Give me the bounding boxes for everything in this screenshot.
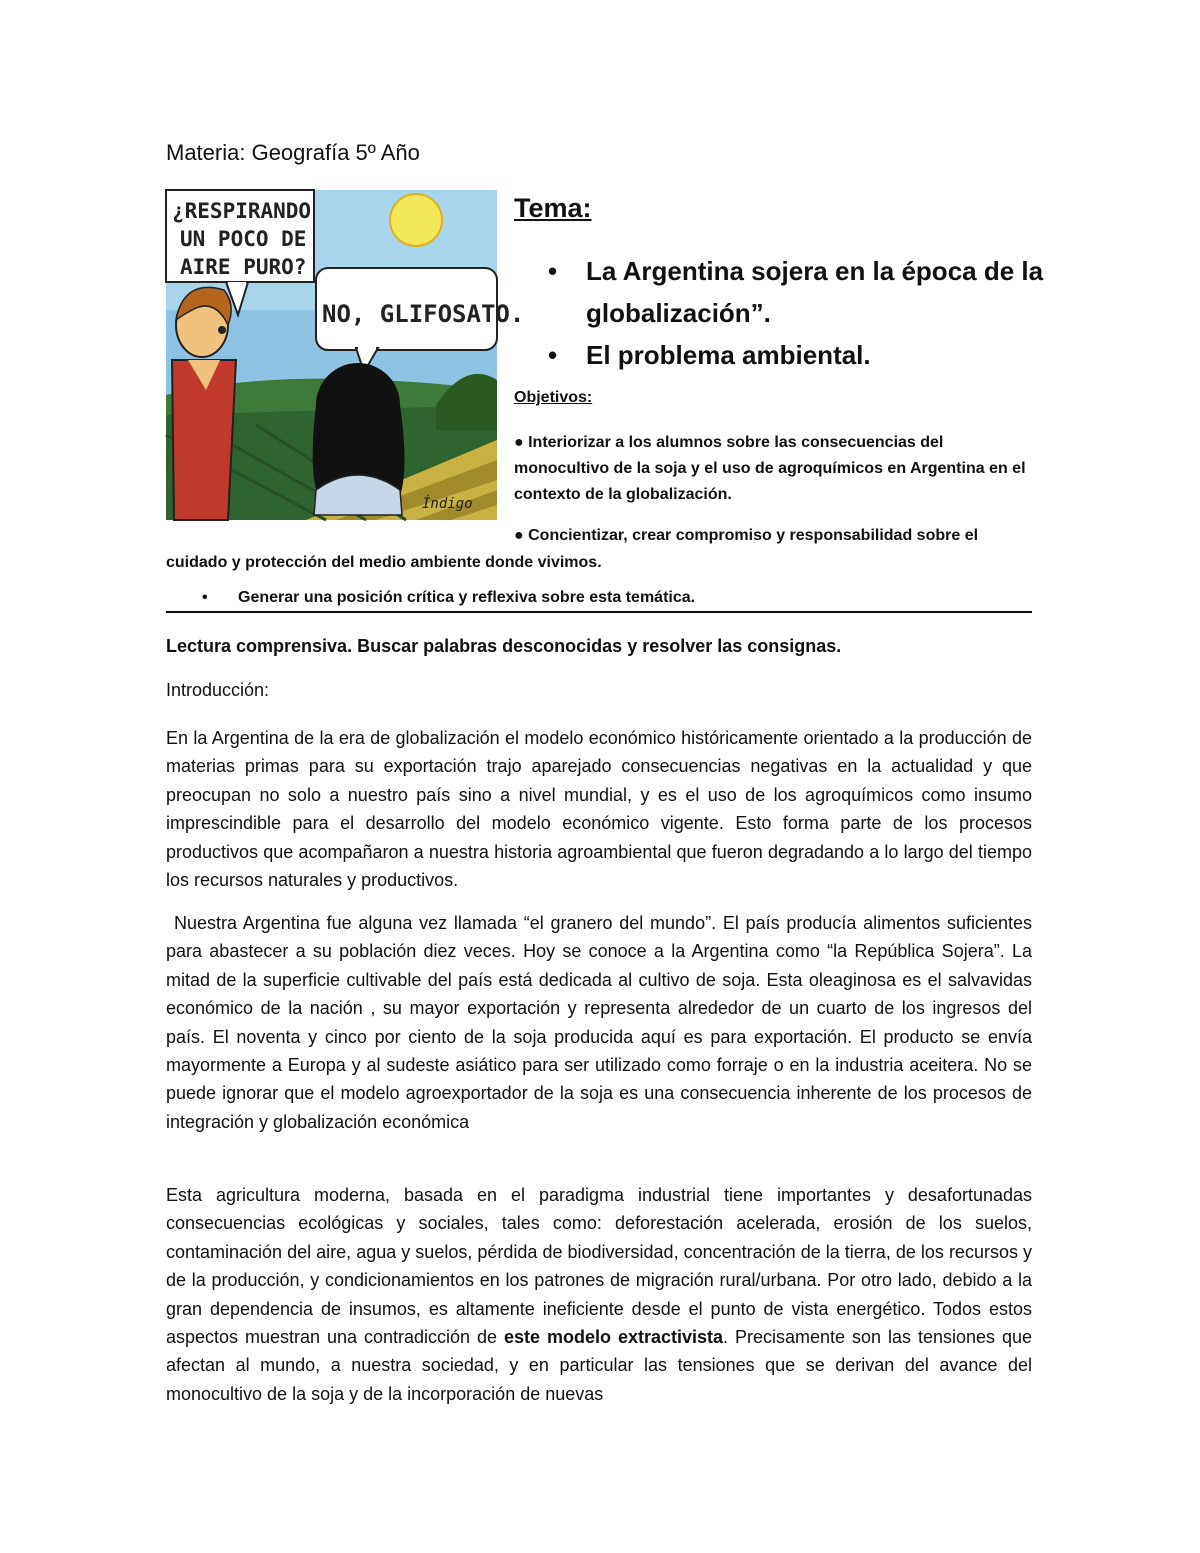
objetivo-1: ● Interiorizar a los alumnos sobre las consecuencias del monocultivo de la soja y el uso de agroquímicos en Argentina en el contexto de la globalización. [514,434,1026,503]
tema-title: Tema: [514,193,592,223]
paragraph-3-text-a: Esta agricultura moderna, basada en el paradigma industrial tiene importantes y desafortunadas consecuencias ecológicas y sociales, tales como: deforestación acelerada, erosión de los suelos, contaminación del aire, agua y suelos, pérdida de biodiversidad, concentración de la tierra, de los recursos y de la producción, y condicionamientos en los patrones de migración rural/urbana. Por otro lado, debido a la gran dependencia de insumos, es altamente ineficiente desde el punto de vista energético. Todos estos aspectos muestran una contradicción de [166,1185,1032,1348]
paragraph-3 [166,1181,1032,1408]
objetivo-2-line-1: ● Concientizar, crear compromiso y responsabilidad sobre el [514,527,979,544]
subject-heading: Materia: Geografía 5º Año [166,140,420,165]
paragraph-3-emphasis: este modelo extractivista [504,1327,724,1348]
cartoon-signature: Índigo [422,496,473,512]
tema-list [548,250,1048,376]
objetivo-2 [166,522,1036,576]
cartoon-image [166,190,525,520]
tema-item-2: • El problema ambiental. [548,334,1048,376]
objetivo-2-line-2: cuidado y protección del medio ambiente donde vivimos. [166,554,602,571]
objetivos-label: Objetivos: [514,389,593,406]
objetivo-3-text: Generar una posición crítica y reflexiva sobre esta temática. [238,589,696,606]
instruction-heading: Lectura comprensiva. Buscar palabras desconocidas y resolver las consignas. [166,636,842,656]
bubble-left-line-3: AIRE PURO? [180,255,307,279]
bullet-icon: • [202,589,208,606]
intro-label: Introducción: [166,680,270,700]
objetivo-3 [166,589,1032,613]
bubble-left-line-2: UN POCO DE [180,227,307,251]
paragraph-2-text: Nuestra Argentina fue alguna vez llamada “el granero del mundo”. El país producía alimentos suficientes para abastecer a su población diez veces. Hoy se conoce a la Argentina como “la República Sojera”. La mitad de la superficie cultivable del país está dedicada al cultivo de soja. Esta oleaginosa es el salvavidas económico de la nación , su mayor exportación y representa alrededor de un cuarto de los ingresos del país. El noventa y cinco por ciento de la soja producida aquí es para exportación. El producto se envía mayormente a Europa y al sudeste asiático para ser utilizado como forraje o en la industria aceitera. No se puede ignorar que el modelo agroexportador de la soja es una consecuencia inherente de los procesos de integración y globalización económica [166,913,1032,1132]
bubble-right-text: NO, GLIFOSATO. [322,300,525,328]
tema-item-1: • La Argentina sojera en la época de la globalización”. [548,250,1048,334]
paragraph-3-text-b: . Precisamente son las tensiones que afectan al mundo, a nuestra sociedad, y en particular las tensiones que se derivan del avance del monocultivo de la soja y de la incorporación de nuevas [166,1327,1032,1404]
paragraph-1: En la Argentina de la era de globalización el modelo económico históricamente orientado a la producción de materias primas para su exportación trajo aparejado consecuencias negativas en la actualidad y que preocupan no solo a nuestro país sino a nivel mundial, y es el uso de los agroquímicos como insumo imprescindible para el desarrollo del modelo económico vigente. Esto forma parte de los procesos productivos que acompañaron a nuestra historia agroambiental que fueron degradando a lo largo del tiempo los recursos naturales y productivos. [166,728,1032,891]
paragraph-2 [166,909,1032,1136]
bubble-left-line-1: ¿RESPIRANDO [172,199,312,223]
